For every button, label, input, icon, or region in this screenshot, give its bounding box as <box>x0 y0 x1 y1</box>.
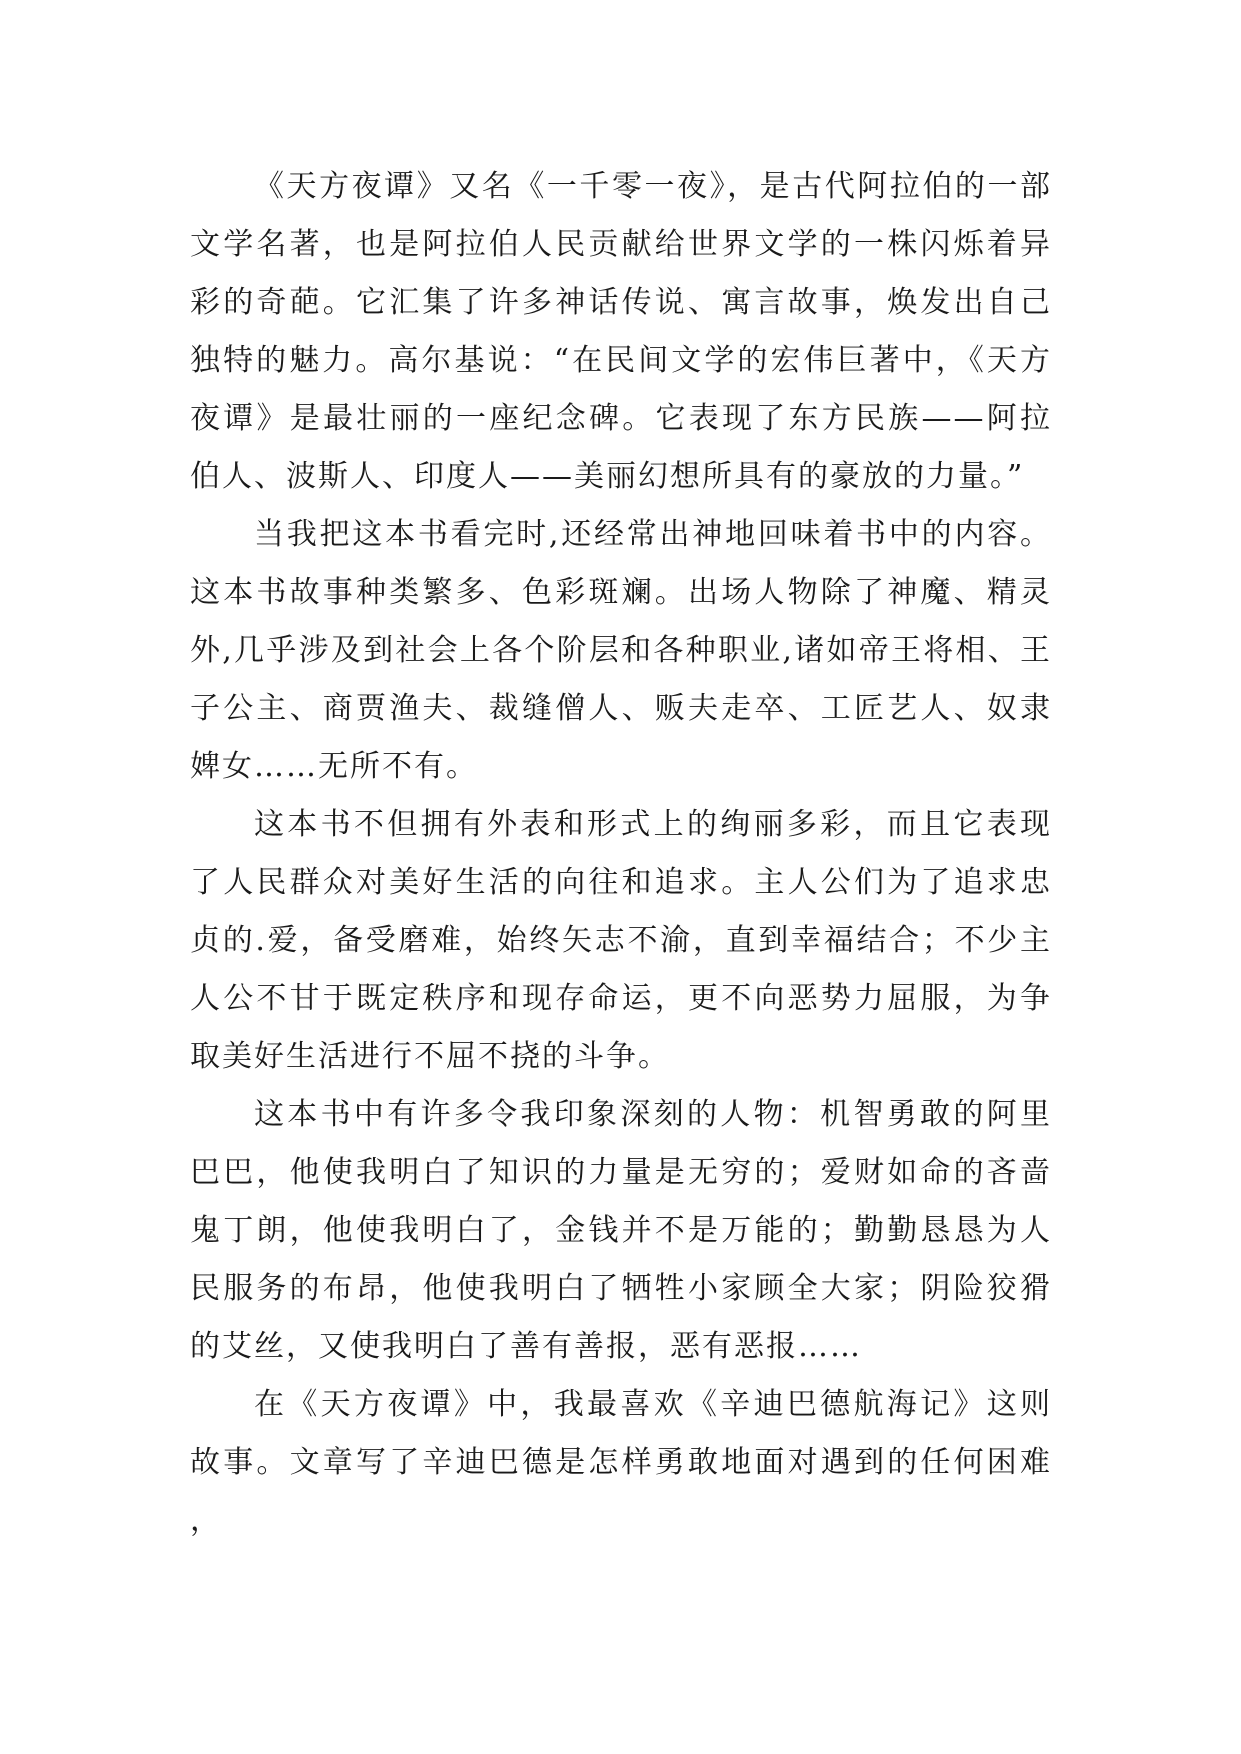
paragraph-memorable-figures: 这本书中有许多令我印象深刻的人物：机智勇敢的阿里巴巴，他使我明白了知识的力量是无穷的；爱财如命的吝啬鬼丁朗，他使我明白了，金钱并不是万能的；勤勤恳恳为人民服务的布昂，他使我明白了牺牲小家顾全大家；阴险狡猾的艾丝，又使我明白了善有善报，恶有恶报…… <box>190 1097 1052 1364</box>
paragraph-themes: 这本书不但拥有外表和形式上的绚丽多彩，而且它表现了人民群众对美好生活的向往和追求。主人公们为了追求忠贞的.爱，备受磨难，始终矢志不渝，直到幸福结合；不少主人公不甘于既定秩序和现存命运，更不向恶势力屈服，为争取美好生活进行不屈不挠的斗争。 <box>190 807 1052 1074</box>
paragraph-intro: 《天方夜谭》又名《一千零一夜》，是古代阿拉伯的一部文学名著，也是阿拉伯人民贡献给世界文学的一株闪烁着异彩的奇葩。它汇集了许多神话传说、寓言故事，焕发出自己独特的魅力。高尔基说：“在民间文学的宏伟巨著中，《天方夜谭》是最壮丽的一座纪念碑。它表现了东方民族——阿拉伯人、波斯人、印度人——美丽幻想所具有的豪放的力量。” <box>190 169 1052 494</box>
paragraph-characters: 当我把这本书看完时,还经常出神地回味着书中的内容。这本书故事种类繁多、色彩斑斓。出场人物除了神魔、精灵外,几乎涉及到社会上各个阶层和各种职业,诸如帝王将相、王子公主、商贾渔夫、裁缝僧人、贩夫走卒、工匠艺人、奴隶婢女……无所不有。 <box>190 517 1052 784</box>
document-body <box>190 158 1052 1550</box>
paragraph-favorite-story: 在《天方夜谭》中，我最喜欢《辛迪巴德航海记》这则故事。文章写了辛迪巴德是怎样勇敢地面对遇到的任何困难， <box>190 1387 1052 1538</box>
